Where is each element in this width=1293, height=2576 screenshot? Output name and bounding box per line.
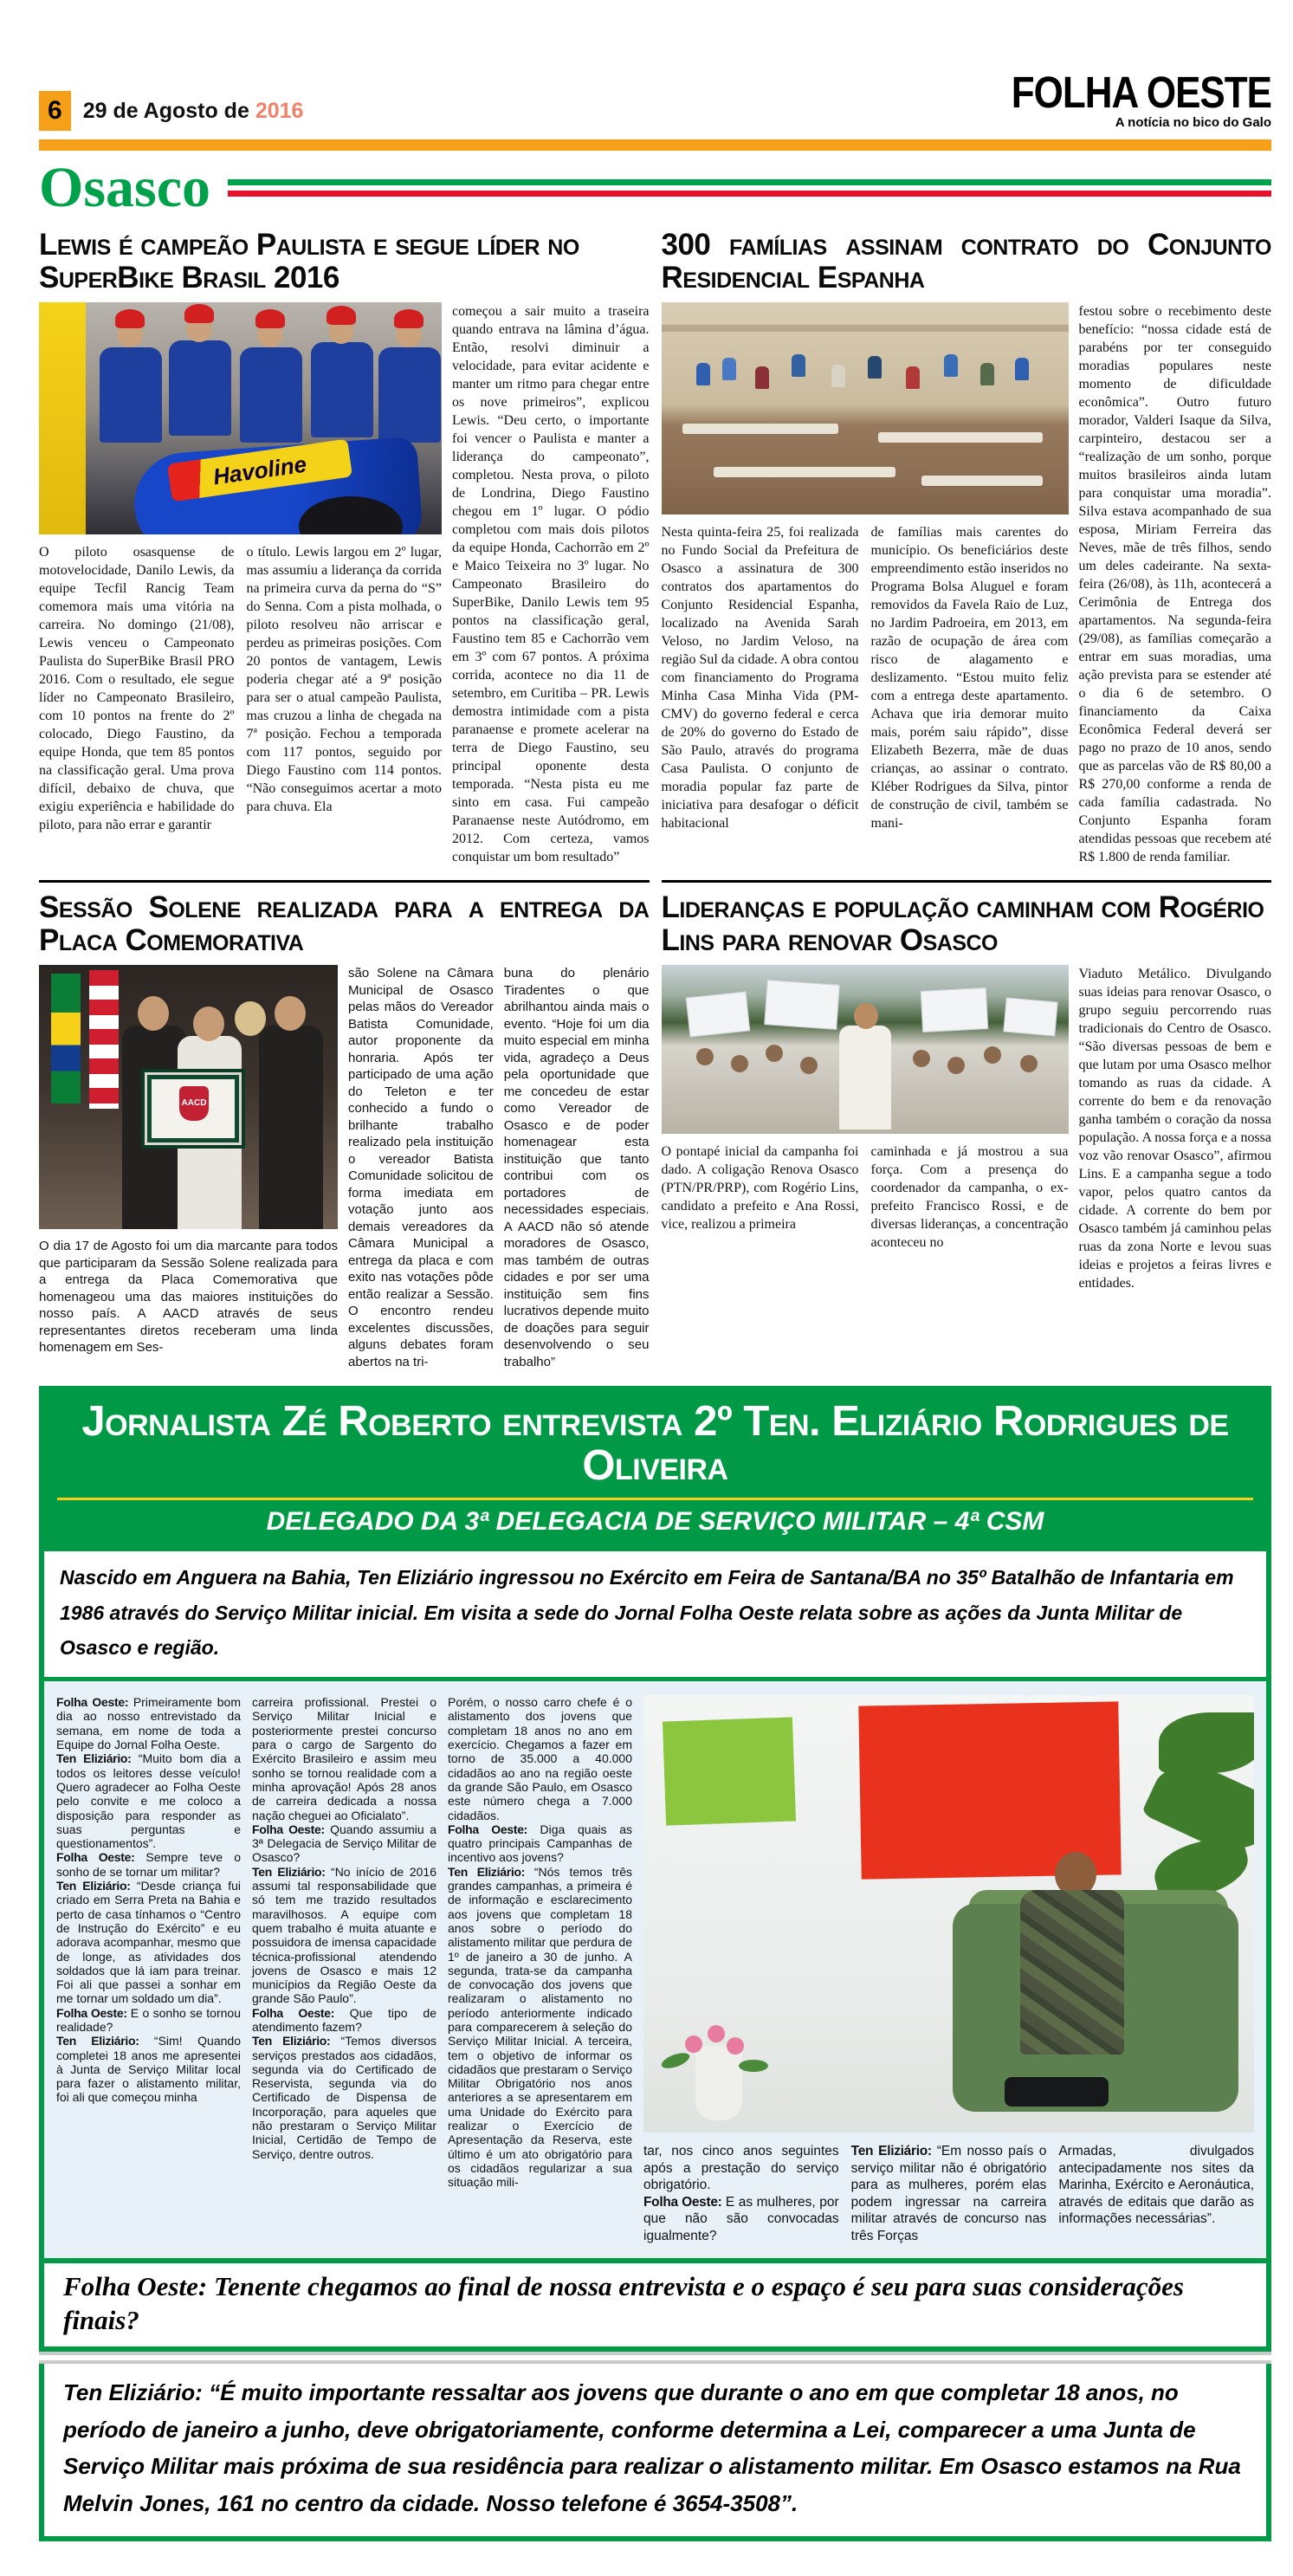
section-rules: [228, 179, 1271, 197]
havoline-wing-text: Havoline: [167, 439, 352, 502]
person-figure: [792, 354, 805, 377]
yellow-banner-shape: [39, 302, 86, 534]
interview-subtitle: DELEGADO DA 3ª DELEGACIA DE SERVIÇO MILITAR – 4ª CSM: [266, 1506, 1044, 1536]
familias-text-col3: festou sobre o recebimento deste benefício: “nossa cidade está de parabéns por ter conseguido moradias populares neste momento de dificuldade econômica”. Outro futuro morador, Valderi Isaque da Silva, carpinteiro, destacou ser a “realização de um sonho, porque muitos brasileiros ainda lutam para conquistar uma moradia”. Silva estava acompanhado de sua esposa, Miriam Ferreira das Neves, mãe de três filhos, sendo um deles cadeirante. Na sexta-feira (26/08), às 11h, acontecerá a Cerimônia de Entrega dos apartamentos. Na segunda-feira (29/08), as famílias começarão a entrar em suas moradias, uma ação prevista para se estender até o dia 6 de setembro. O financiamento da Caixa Econômica Federal deverá ser pago no prazo de 10 anos, sendo que as parcelas vão de R$ 80,00 a R$ 270,00 conforme a renda de cada família cadastrada. No Conjunto Espanha foram atendidas pessoas que recebem até R$ 1.800 de renda familiar.: [1078, 304, 1271, 865]
interview-section: [39, 1386, 1271, 2263]
campaign-flag: [920, 987, 987, 1032]
aacd-shield-text: AACD: [179, 1086, 209, 1121]
article-title-lewis: Lewis é campeão Paulista e segue líder no SuperBike Brasil 2016: [39, 228, 579, 294]
newspaper-brand: [1011, 68, 1271, 131]
article-divider: [662, 880, 1272, 883]
sessao-text-col3: buna do plenário Tiradentes o que abrilhantou ainda mais o evento. “Hoje foi um dia muito especial em minha vida, agradeço a Deus pela oportunidade que me concedeu de estar como Vereador de Osasco e de poder homenagear esta instituição que tanto contribui com os portadores de necessidades especiais. A AACD não só atende moradores de Osasco, mas também de outras cidades e por ser uma instituição sem fins lucrativos depende muito de doações para seguir desenvolvendo o seu trabalho”: [503, 966, 650, 1369]
lewis-text-col1: O piloto osasquense de motovelocidade, Danilo Lewis, da equipe Tecfil Rancig Team comemora mais uma vitória na carreira. No domingo (21/08), Lewis venceu o Campeonato Paulista do SuperBike Brasil PRO 2016. Com o resultado, ele segue líder no Campeonato Brasileiro, com 10 pontos na frente do 2º colocado, Diego Faustino, da equipe Honda, que tem 85 pontos na classificação geral. Uma prova difícil, debaixo de chuva, que exigiu experiência e habilidade do piloto, para não errar e garantir: [39, 545, 235, 833]
article-divider: [39, 880, 650, 883]
familias-text-col1: Nesta quinta-feira 25, foi realizada no Fundo Social da Prefeitura de Osasco a assinatura de 300 contratos dos apartamentos do Conjunto Residencial Espanha, localizado na Avenida Sarah Veloso, no Jardim Veloso, na região Sul da cidade. A obra contou com financiamento do Programa Minha Casa Minha Vida (PM-CMV) do governo federal e cerca de 20% do governo do Estado de São Paulo, através do programa Casa Paulista. O conjunto de moradia popular faz parte de iniciativa para desafogar o déficit habitacional: [661, 525, 859, 832]
table-shape: [878, 432, 1043, 443]
person-figure: [906, 366, 920, 389]
interview-col1: Folha Oeste: Primeiramente bom dia ao nosso entrevistado da semana, em nome de toda a Equipe do Jornal Folha Oeste. Ten Eliziário: “Muito bom dia a todos os leitores desse veículo! Quero agradecer ao Folha Oeste pelo convite e me coloco a disposição para responder as suas perguntas e questionamentos”. Folha Oeste: Sempre teve o sonho de se tornar um militar? Ten Eliziário: “Desde criança fui criado em Serra Preta na Bahia e perto de casa tínhamos o “Centro de Instrução do Exército” e eu adorava acompanhar, mesmo que de longe, as atividades dos soldados que lá iam para treinar. Foi ali que passei a sonhar em me tornar um soldado um dia”. Folha Oeste: E o sonho se tornou realidade? Ten Eliziário: “Sim! Quando completei 18 anos me apresentei à Junta de Serviço Militar local para fazer o alistamento militar, foi ali que começou minha: [56, 1695, 241, 2105]
rider-figure: [100, 347, 162, 443]
final-question-label: Folha Oeste:: [63, 2271, 208, 2302]
article-familias: [662, 302, 1272, 866]
interview-title: Jornalista Zé Roberto entrevista 2º Ten. Eliziário Rodrigues de Oliveira: [81, 1398, 1229, 1490]
liderancas-text-col3: Viaduto Metálico. Divulgando suas ideias para renovar Osasco, o grupo seguiu percorrendo ruas tradicionais do Centro de Osasco. “São diversas pessoas de bem e que lutam por uma Osasco melhor tomando as ruas da cidade. A corrente do bem e da renovação ganha também o coração da nossa população. A nossa força e a nossa voz vão renovar Osasco”, afirmou Lins. E a campanha segue a todo vapor, pelos quatro cantos da cidade. A corrente do bem por Osasco também já caminhou pelas ruas da zona Norte e levou suas ideias e projetos a feiras livres e entidades.: [1078, 967, 1271, 1291]
sessao-text-col2: são Solene na Câmara Municipal de Osasco pelas mãos do Vereador Batista Comunidade, autor proponente da honraria. Após ter participado de uma ação do Teleton e ter conhecido a fundo o brilhante trabalho realizado pela instituição o vereador Batista Comunidade solicitou de forma imediata em votação junto aos demais vereadores da Câmara Municipal a entrega da placa e com exito nas votações pôde então realizar a Sessão. O encontro rendeu excelentes discussões, alguns debates foram abertos na tri-: [348, 966, 494, 1369]
person-figure: [868, 356, 882, 379]
rider-figure: [169, 340, 231, 436]
red-cap: [394, 309, 423, 328]
red-cap: [184, 304, 214, 323]
interview-col3: Porém, o nosso carro chefe é o alistamento dos jovens que completam 18 anos no ano em exercício. Chegamos a fazer em torno de 35.000 a 40.000 cidadãos ao ano na região oeste da grande São Paulo, em Osasco este número chega a 7.000 cidadãos. Folha Oeste: Diga quais as quatro principais Campanhas de incentivo aos jovens? Ten Eliziário: “Nós temos três grandes campanhas, a primeira é de informação e esclarecimento aos jovens que completam 18 anos sobre o período do alistamento militar que perdura de 1º de janeiro a 30 de junho. A segunda, trata-se da campanha de convocação dos jovens que realizaram o alistamento no período anteriormente indicado para comparecerem à seleção do Serviço Militar Inicial. A terceira, tem o objetivo de informar os cidadãos que prestaram o Serviço Militar Obrigatório nos anos anteriores a se apresentarem em uma Unidade do Exército para realizar o Exercício de Apresentação da Reserva, este último é um ato obrigatório para os cidadãos regularizar a sua situação mili-: [448, 1695, 632, 2190]
strip-col1: tar, nos cinco anos seguintes após a prestação do serviço obrigatório. Folha Oeste: E as mulheres, por que não são convocadas igualmente?: [643, 2144, 839, 2243]
edition-date-text: 29 de Agosto de: [82, 98, 249, 123]
page-header: [39, 68, 1271, 131]
edition-date: [83, 100, 304, 122]
familias-text-col2: de famílias mais carentes do município. Os beneficiários deste empreendimento estão inseridos no Programa Bolsa Aluguel e foram removidos da Favela Raio de Luz, no Jardim Padroeira, em 2013, em razão de ocupação de área com risco de alagamento e deslizamento. “Estou muito feliz com a entrega deste apartamento. Achava que iria demorar muito mais, porém saiu rápido”, disse Elizabeth Bezerra, mãe de duas crianças, ao assinar o contrato. Kléber Rodrigues da Silva, pintor de construção de civil, também se mani-: [870, 525, 1069, 832]
interview-body: [44, 1677, 1266, 2258]
table-shape: [714, 467, 895, 477]
liderancas-text-col2: caminhada e já mostrou a sua força. Com a presença do coordenador da campanha, o ex-prefeito Francisco Rossi, e de diversas lideranças, a concentração aconteceu no: [870, 1144, 1069, 1251]
section-heading: [39, 156, 1271, 220]
table-shape: [921, 476, 1043, 486]
brazil-flag: [51, 974, 81, 1104]
liderancas-text-col1: O pontapé inicial da campanha foi dado. A coligação Renova Osasco (PTN/PR/PRP), com Rogério Lins, candidato a prefeito e Ana Rossi, vice, realizou a primeira: [661, 1144, 859, 1233]
red-cap: [255, 309, 285, 328]
rider-figure: [240, 347, 302, 443]
red-cap: [326, 306, 356, 325]
campaign-flag: [1003, 998, 1057, 1037]
rider-figure: [378, 347, 441, 443]
green-wall-panel: [663, 1718, 796, 1826]
interview-intro: Nascido em Anguera na Bahia, Ten Eliziário ingressou no Exército em Feira de Santana/BA no 35º Batalhão de Infantaria em 1986 através do Serviço Militar inicial. Em visita a sede do Jornal Folha Oeste relata sobre as ações da Junta Militar de Osasco e região.: [44, 1547, 1266, 1677]
yellow-rule: [57, 1498, 1253, 1500]
article-title-liderancas: Lideranças e população caminham com Rogério Lins para renovar Osasco: [661, 890, 1264, 957]
right-column-articles: [662, 220, 1272, 1370]
plant-leaf: [1159, 1712, 1254, 1773]
article-sessao: [39, 965, 650, 1370]
sessao-text-col1: O dia 17 de Agosto foi um dia marcante para todos que participaram da Sessão Solene realizada para a entrega da Placa Comemorativa que homenageou uma das maiores instituições do nosso país. A AACD através de seus representantes diretos receberam uma linda homenagem em Ses-: [39, 1239, 338, 1356]
campaign-walk-photo: [662, 965, 1069, 1134]
section-title: Osasco: [39, 156, 210, 220]
red-cap: [115, 309, 145, 328]
final-answer-label: Ten Eliziário:: [63, 2379, 203, 2405]
lewis-text-col3: começou a sair muito a traseira quando entrava na lâmina d’água. Então, resolvi diminuir a velocidade, para evitar acidente e manter um ritmo para chegar entre os nove primeiros”, explicou Lewis. “Deu certo, o importante foi vencer o Paulista e manter a liderança do campeonato”, completou. Nesta prova, o piloto de Londrina, Diego Faustino chegou em 1º lugar. O pódio completou com mais dois pilotos da equipe Honda, Cachorrão em 2º e Maico Teixeira no 3º lugar. No Campeonato Brasileiro do SuperBike, Danilo Lewis tem 95 pontos na classificação geral, Faustino tem 85 e Cachorrão vem em 3º com 67 pontos. A próxima corrida, acontece no dia 11 de setembro, em Curitiba – PR. Lewis demostra intimidade com a pista paranaense e promete acelerar na terra de Diego Faustino, seu principal oponente desta temporada. “Nesta pista eu me sinto em casa. Fui campeão Paranaense neste Autódromo, em 2012. Com certeza, vamos conquistar um bom resultado”: [452, 304, 650, 865]
article-title-sessao: Sessão Solene realizada para a entrega da Placa Comemorativa: [39, 890, 650, 957]
final-question-text: Tenente chegamos ao final de nossa entrevista e o espaço é seu para suas considerações finais?: [63, 2271, 1184, 2335]
flower-vase: [695, 2046, 742, 2120]
left-column-articles: [39, 220, 650, 1370]
edition-date-year: 2016: [255, 98, 304, 123]
lieutenant-interview-photo: [643, 1695, 1254, 2133]
interview-col2: carreira profissional. Prestei o Serviço Militar Inicial e posteriormente prestei concurso para o cargo de Sargento do Exército Brasileiro e assim meu sonho se tornou realidade com a minha aprovação! Após 28 anos de carreira dedicada a nossa nação cheguei ao Oficialato”. Folha Oeste: Quando assumiu a 3ª Delegacia de Serviço Militar de Osasco? Ten Eliziário: “No início de 2016 assumi tal responsabilidade que só tem me trazido resultados maravilhosos. A equipe com quem trabalho é muita atuante e possuidora de imensa capacidade técnica-profissional atendendo jovens de Osasco e mais 12 municípios da Região Oeste da grande São Paulo”. Folha Oeste: Que tipo de atendimento fazem? Ten Eliziário: “Temos diversos serviços prestados aos cidadãos, segunda via do Certificado de Reservista, segunda via do Certificado de Dispensa de Incorporação, para aqueles que não prestaram o Serviço Militar Inicial, Certidão de Tempo de Serviço, dentre outros.: [252, 1695, 436, 2161]
final-answer-block: [39, 2364, 1271, 2542]
red-rule: [228, 191, 1271, 197]
strip-col3: Armadas, divulgados antecipadamente nos sites da Marinha, Exército e Aeronáutica, através de editais que darão as informações necessárias”.: [1058, 2144, 1255, 2227]
article-liderancas: [662, 965, 1272, 1292]
table-shape: [682, 424, 838, 434]
brand-tagline: A notícia no bico do Galo: [1115, 114, 1271, 130]
person-figure: [259, 1026, 323, 1229]
orange-divider-bar: [39, 139, 1271, 151]
page-number: 6: [39, 91, 71, 131]
person-figure: [831, 365, 845, 387]
article-title-familias: 300 famílias assinam contrato do Conjunto Residencial Espanha: [661, 228, 1271, 294]
strip-col2: Ten Eliziário: “Em nosso país o serviço militar não é obrigatório para as mulheres, porém elas podem ingressar na carreira militar através de concurso nas três Forças: [850, 2144, 1047, 2243]
brand-logo-text: FOLHA OESTE: [1011, 68, 1271, 118]
contract-signing-hall-photo: [662, 302, 1069, 515]
grey-separator: [39, 2352, 1271, 2364]
candidate-figure: [839, 1026, 891, 1129]
campaign-flag: [685, 992, 749, 1038]
interview-bottom-strip: [643, 2143, 1254, 2244]
striped-flag: [89, 970, 119, 1109]
lewis-text-col2: o título. Lewis largou em 2º lugar, mas assumiu a liderança da corrida na primeira curva da perna do “S” do Senna. Com a pista molhada, o piloto resolveu não arriscar e perdeu as primeiras posições. Com 20 pontos de vantagem, Lewis poderia chegar até a 9ª posição para ser o atual campeão Paulista, mas cruzou a linha de chegada na 7ª posição. Fechou a temporada com 117 pontos, seguido por Diego Faustino com 114 pontos. “Não conseguimos acertar a moto para chuva. Ela: [246, 545, 442, 815]
article-lewis: [39, 302, 650, 866]
person-figure: [755, 366, 769, 389]
person-figure: [944, 354, 958, 377]
person-figure: [696, 363, 710, 385]
final-question-strip: [39, 2263, 1271, 2352]
interview-banner: [44, 1391, 1266, 1547]
rider-figure: [311, 342, 373, 437]
lewis-superbike-team-photo: [39, 302, 442, 534]
final-answer-text: “É muito importante ressaltar aos jovens que durante o ano em que completar 18 anos, no período de janeiro a junho, deve obrigatoriamente, conforme determina a Lei, comparecer a uma Junta de Serviço Militar mais próxima de sua residência para realizar o alistamento militar. Em Osasco estamos na Rua Melvin Jones, 161 no centro da cidade. Nosso telefone é 3654-3508”.: [63, 2379, 1241, 2517]
green-rule: [228, 179, 1271, 185]
person-figure: [1015, 358, 1029, 380]
sessao-solene-photo: [39, 965, 338, 1229]
person-figure: [722, 358, 736, 380]
person-figure: [980, 363, 994, 385]
campaign-flag: [764, 980, 839, 1030]
